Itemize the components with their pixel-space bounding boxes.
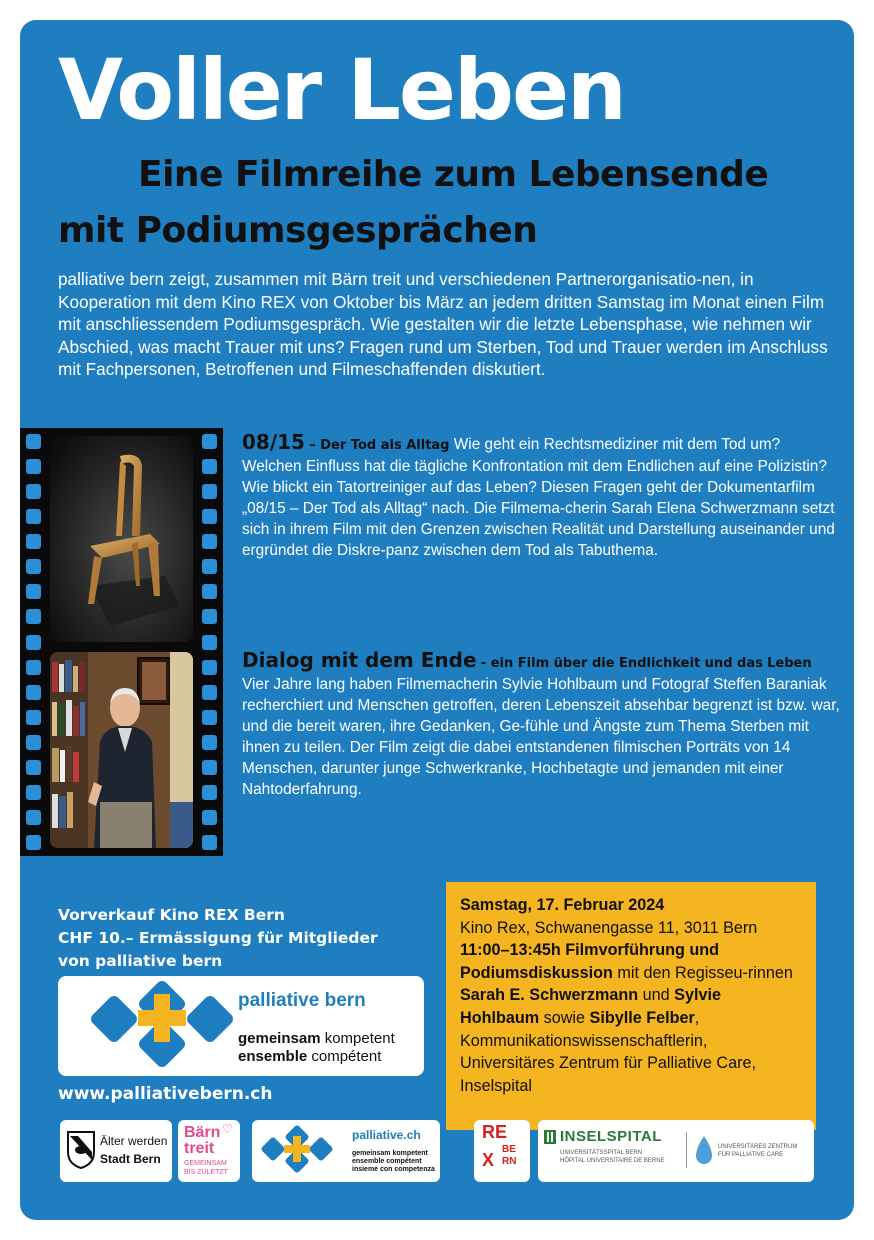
film-2-block [242,650,842,800]
presale-line-3: von palliative bern [58,952,223,970]
partner-inselspital: INSELSPITAL UNIVERSITÄTSSPITAL BERN HÔPITAL UNIVERSITAIRE DE BERNE UNIVERSITÄRES ZENTRUM FÜR PALLIATIVE CARE [538,1120,814,1182]
event-location: Kino Rex, Schwanengasse 11, 3011 Bern [460,918,758,937]
elderly-man-photo [50,652,193,848]
event-details: 11:00–13:45h Filmvorführung und Podiumsdiskussion mit den Regisseu-rinnen Sarah E. Schwerzmann und Sylvie Hohlbaum sowie Sibylle Felber, Kommunikationswissenschaftlerin, Universitäres Zentrum für Palliative Care, Inselspital [460,941,793,1095]
diamond-cross-logo-icon [66,976,236,1076]
intro-text: palliative bern zeigt, zusammen mit Bärn treit und verschiedenen Partnerorganisatio-nen, in Kooperation mit dem Kino REX von Oktober bis März an jedem dritten Samstag im Monat einen Film mit anschliessendem Podiumsgespräch. Wie gestalten wir die letzte Lebensphase, wie nehmen wir Abschied, was macht Trauer mit uns? Fragen rund um Sterben, Tod und Trauer werden im Anschluss mit Fachpersonen, Betroffenen und Filmeschaffenden diskutiert. [58,269,828,380]
bern-coat-of-arms-icon [66,1130,96,1170]
logo-tagline-de: gemeinsam kompetent [238,1030,395,1047]
partner-stadt-bern: Älter werden Stadt Bern [60,1120,172,1182]
film-2-description: Vier Jahre lang haben Filmemacherin Sylvie Hohlbaum und Fotograf Steffen Baraniak recherchiert und Menschen getroffen, deren Lebenszeit absehbar begrenzt ist bzw. war, und die bereit waren, ihre Gedanken, Ge-fühle und Ängste zum Thema Sterben mit ihnen zu teilen. Der Film zeigt die dabei entstandenen filmischen Porträts von 14 Menschen, darunter junge Schwerkranke, Hochbetagte und jemanden mit einer Nahtoderfahrung. [242,676,840,798]
palliative-ch-logo-icon [258,1124,342,1178]
water-drop-icon [694,1134,714,1166]
subtitle-line-2: mit Podiumsgesprächen [58,210,538,251]
poster [20,20,854,1220]
subtitle-line-1: Eine Filmreihe zum Lebensende [138,154,769,195]
logo-name: palliative bern [238,990,366,1011]
film-1-description: Wie geht ein Rechtsmediziner mit dem Tod um? Welchen Einfluss hat die tägliche Konfrontation mit dem Endlichen auf eine Polizistin? Wie blickt ein Tatortreiniger auf das Leben? Diesen Fragen geht der Dokumentarfilm „08/15 – Der Tod als Alltag“ nach. Die Filmema-cherin Sarah Elena Schwerzmann setzt sich in ihrem Film mit den Grenzen zwischen Realität und Darstellung auseinander und ergründet die Diskre-panz zwischen dem Tod als Tabuthema. [242,436,835,559]
film-strip-holes-left [26,434,42,850]
film-2-subtitle-cont: Leben [767,656,812,671]
partner-baern-treit: Bärn treit GEMEINSAM BIS ZULETZT ♡ [178,1120,240,1182]
film-1-subtitle: – Der Tod als Alltag [309,438,450,453]
film-strip-holes-right [202,434,218,850]
presale-info [58,904,438,973]
event-date: Samstag, 17. Februar 2024 [460,896,665,914]
film-2-title: Dialog mit dem Ende [242,648,477,672]
website-link[interactable]: www.palliativebern.ch [58,1084,273,1104]
film-1-block [242,432,842,561]
partner-palliative-ch: palliative.ch gemeinsam kompetent ensemble compétent insieme con competenza [252,1120,440,1182]
poster-title: Voller Leben [58,41,625,139]
presale-line-1: Vorverkauf Kino REX Bern [58,906,285,924]
film-1-title: 08/15 [242,430,305,454]
logo-tagline-fr: ensemble compétent [238,1048,382,1065]
film-2-subtitle: - ein Film über die Endlichkeit und das [480,656,763,671]
partner-rex-bern: RE BE X RN [474,1120,530,1182]
event-info-box [446,882,816,1130]
chair-photo [50,436,193,642]
presale-line-2: CHF 10.– Ermässigung für Mitglieder [58,929,378,947]
palliative-bern-logo [58,976,424,1076]
inselspital-emblem-icon [544,1130,556,1144]
film-strip [20,428,223,856]
heart-icon: ♡ [222,1122,233,1136]
